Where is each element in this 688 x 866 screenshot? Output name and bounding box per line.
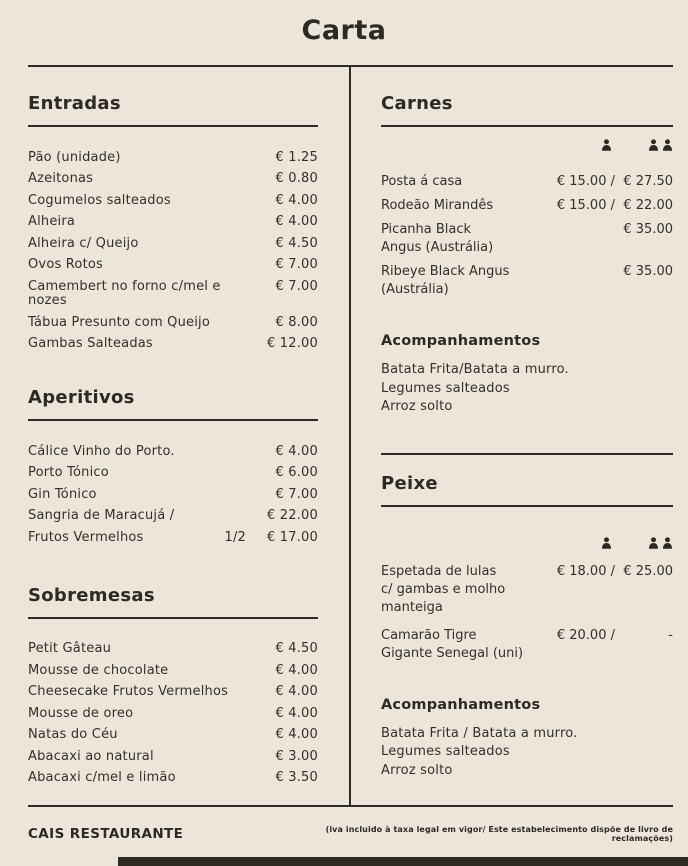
item-price-one-person: € 15.00 / [556, 198, 615, 213]
item-price: € 4.00 [275, 192, 318, 208]
legal-notice: (iva incluido à taxa legal em vigor/ Este estabelecimento dispõe de livro de reclamações) [325, 825, 673, 843]
menu-item [28, 725, 318, 747]
item-price: € 4.00 [275, 684, 318, 699]
item-name: Frutos Vermelhos [28, 529, 144, 545]
item-name: Pão (unidade) [28, 149, 121, 165]
menu-item [28, 212, 318, 234]
side-option: Legumes salteados [381, 380, 510, 396]
item-name: Mousse de oreo [28, 705, 134, 721]
item-list [28, 441, 318, 549]
section-title: Aperitivos [28, 387, 135, 408]
menu-item [28, 169, 318, 191]
right-column [349, 67, 673, 805]
item-name: Espetada de lulas c/ gambas e molho manteiga [381, 563, 506, 615]
section-title: Sobremesas [28, 584, 155, 606]
item-price: € 3.50 [275, 770, 318, 785]
item-name: Mousse de chocolate [28, 662, 169, 678]
menu-item [28, 639, 318, 661]
item-price: € 17.00 [266, 529, 318, 545]
side-option: Arroz solto [381, 399, 453, 414]
one-person-icon [601, 537, 612, 549]
section-divider [28, 125, 318, 127]
item-name: Cogumelos salteados [28, 192, 171, 208]
menu-item [28, 768, 318, 790]
item-name: Rodeão Mirandês [381, 198, 494, 213]
item-price-two-people: € 27.50 [623, 174, 673, 189]
item-list [381, 173, 673, 299]
page-title: Carta [301, 15, 387, 46]
menu-item [28, 660, 318, 682]
two-people-icon [648, 537, 673, 549]
item-prices [557, 627, 673, 645]
menu-item [381, 563, 673, 617]
section-divider [381, 505, 673, 507]
left-column [28, 67, 349, 805]
side-option: Legumes salteados [381, 744, 510, 759]
menu-item [28, 190, 318, 212]
sides-block [381, 697, 673, 781]
item-price: € 4.00 [275, 662, 318, 678]
item-list [381, 563, 673, 663]
section-separator [381, 453, 673, 455]
menu-item [28, 147, 318, 169]
item-price: € 8.00 [275, 314, 318, 330]
item-list [28, 639, 318, 790]
menu-item [28, 527, 318, 549]
menu-item [28, 682, 318, 704]
section-divider [28, 617, 318, 619]
item-price-two-people: - [668, 627, 673, 643]
section-title: Entradas [28, 93, 121, 114]
item-name: Posta á casa [381, 174, 463, 189]
item-name: Petit Gâteau [28, 641, 112, 656]
sides-title: Acompanhamentos [381, 333, 541, 349]
menu-item [28, 255, 318, 277]
item-prices [615, 263, 673, 281]
menu-item [28, 463, 318, 485]
section-aperitivos [28, 387, 318, 549]
item-price: € 12.00 [266, 336, 318, 351]
item-price: € 6.00 [275, 465, 318, 480]
serving-size-header [381, 535, 673, 551]
item-price: € 7.00 [275, 486, 318, 502]
menu-item [381, 173, 673, 191]
section-title: Peixe [381, 472, 438, 494]
item-name: Alheira c/ Queijo [28, 235, 139, 251]
side-option: Batata Frita / Batata a murro. [381, 725, 578, 741]
menu-item [28, 746, 318, 768]
menu-item [28, 484, 318, 506]
item-name: Abacaxi c/mel e limão [28, 770, 176, 785]
menu-item [381, 197, 673, 215]
item-name: Sangria de Maracujá / [28, 508, 175, 523]
item-portion-note: 1/2 [224, 529, 246, 545]
item-price: € 7.00 [275, 257, 318, 272]
section-carnes [381, 93, 673, 417]
side-option: Arroz solto [381, 762, 453, 778]
item-price: € 4.50 [275, 641, 318, 656]
item-name: Ovos Rotos [28, 257, 104, 272]
sides-title: Acompanhamentos [381, 696, 541, 713]
bottom-accent-bar [118, 857, 688, 866]
item-price: € 7.00 [275, 278, 318, 294]
menu-item [28, 703, 318, 725]
menu-item [28, 233, 318, 255]
item-price: € 3.00 [275, 748, 318, 764]
item-name: Cheesecake Frutos Vermelhos [28, 684, 229, 699]
item-price-two-people: € 25.00 [623, 563, 673, 579]
menu-item [381, 627, 673, 663]
item-price: € 1.25 [275, 149, 318, 165]
item-name: Abacaxi ao natural [28, 748, 154, 764]
item-prices [557, 197, 673, 215]
item-list [28, 147, 318, 355]
item-price: € 4.00 [275, 443, 318, 459]
item-name: Porto Tónico [28, 465, 109, 480]
item-price-one-person: € 20.00 / [556, 627, 615, 643]
item-price: € 4.00 [275, 705, 318, 721]
menu-item [381, 263, 673, 299]
menu-item [381, 221, 673, 257]
restaurant-name: CAIS RESTAURANTE [28, 826, 184, 842]
side-option: Batata Frita/Batata a murro. [381, 362, 569, 377]
item-price: € 4.50 [275, 235, 318, 251]
item-name: Natas do Céu [28, 727, 118, 742]
item-name: Picanha Black Angus (Austrália) [381, 222, 494, 255]
one-person-icon [601, 139, 612, 151]
menu-body [28, 67, 673, 807]
item-price-one-person: € 15.00 / [556, 174, 615, 189]
item-name: Tábua Presunto com Queijo [28, 314, 210, 330]
section-peixe [381, 473, 673, 781]
item-prices [615, 221, 673, 239]
item-price: € 0.80 [275, 171, 318, 186]
section-divider [381, 125, 673, 127]
item-name: Gambas Salteadas [28, 336, 153, 351]
item-price-two-people: € 35.00 [623, 264, 673, 279]
menu-item [28, 334, 318, 356]
item-price-two-people: € 35.00 [623, 222, 673, 237]
item-prices [557, 563, 673, 581]
section-divider [28, 419, 318, 421]
sides-block [381, 333, 673, 417]
section-title: Carnes [381, 93, 453, 114]
item-price: € 4.00 [275, 214, 318, 229]
item-name: Camarão Tigre Gigante Senegal (uni) [381, 627, 524, 661]
item-price: € 4.00 [275, 727, 318, 742]
item-name: Camembert no forno c/mel e nozes [28, 278, 221, 308]
item-name: Alheira [28, 214, 76, 229]
serving-size-header [381, 137, 673, 153]
item-name: Cálice Vinho do Porto. [28, 443, 175, 459]
item-price: € 22.00 [266, 508, 318, 523]
menu-item [28, 506, 318, 528]
page-footer [28, 825, 673, 843]
menu-item [28, 312, 318, 334]
item-price-two-people: € 22.00 [623, 198, 673, 213]
menu-item [28, 441, 318, 463]
item-name: Ribeye Black Angus (Austrália) [381, 264, 510, 297]
menu-item [28, 276, 318, 312]
section-entradas [28, 93, 318, 355]
item-prices [557, 173, 673, 191]
item-name: Azeitonas [28, 171, 94, 186]
item-price-one-person: € 18.00 / [556, 563, 615, 579]
section-sobremesas [28, 585, 318, 790]
two-people-icon [648, 139, 673, 151]
item-name: Gin Tónico [28, 486, 97, 502]
